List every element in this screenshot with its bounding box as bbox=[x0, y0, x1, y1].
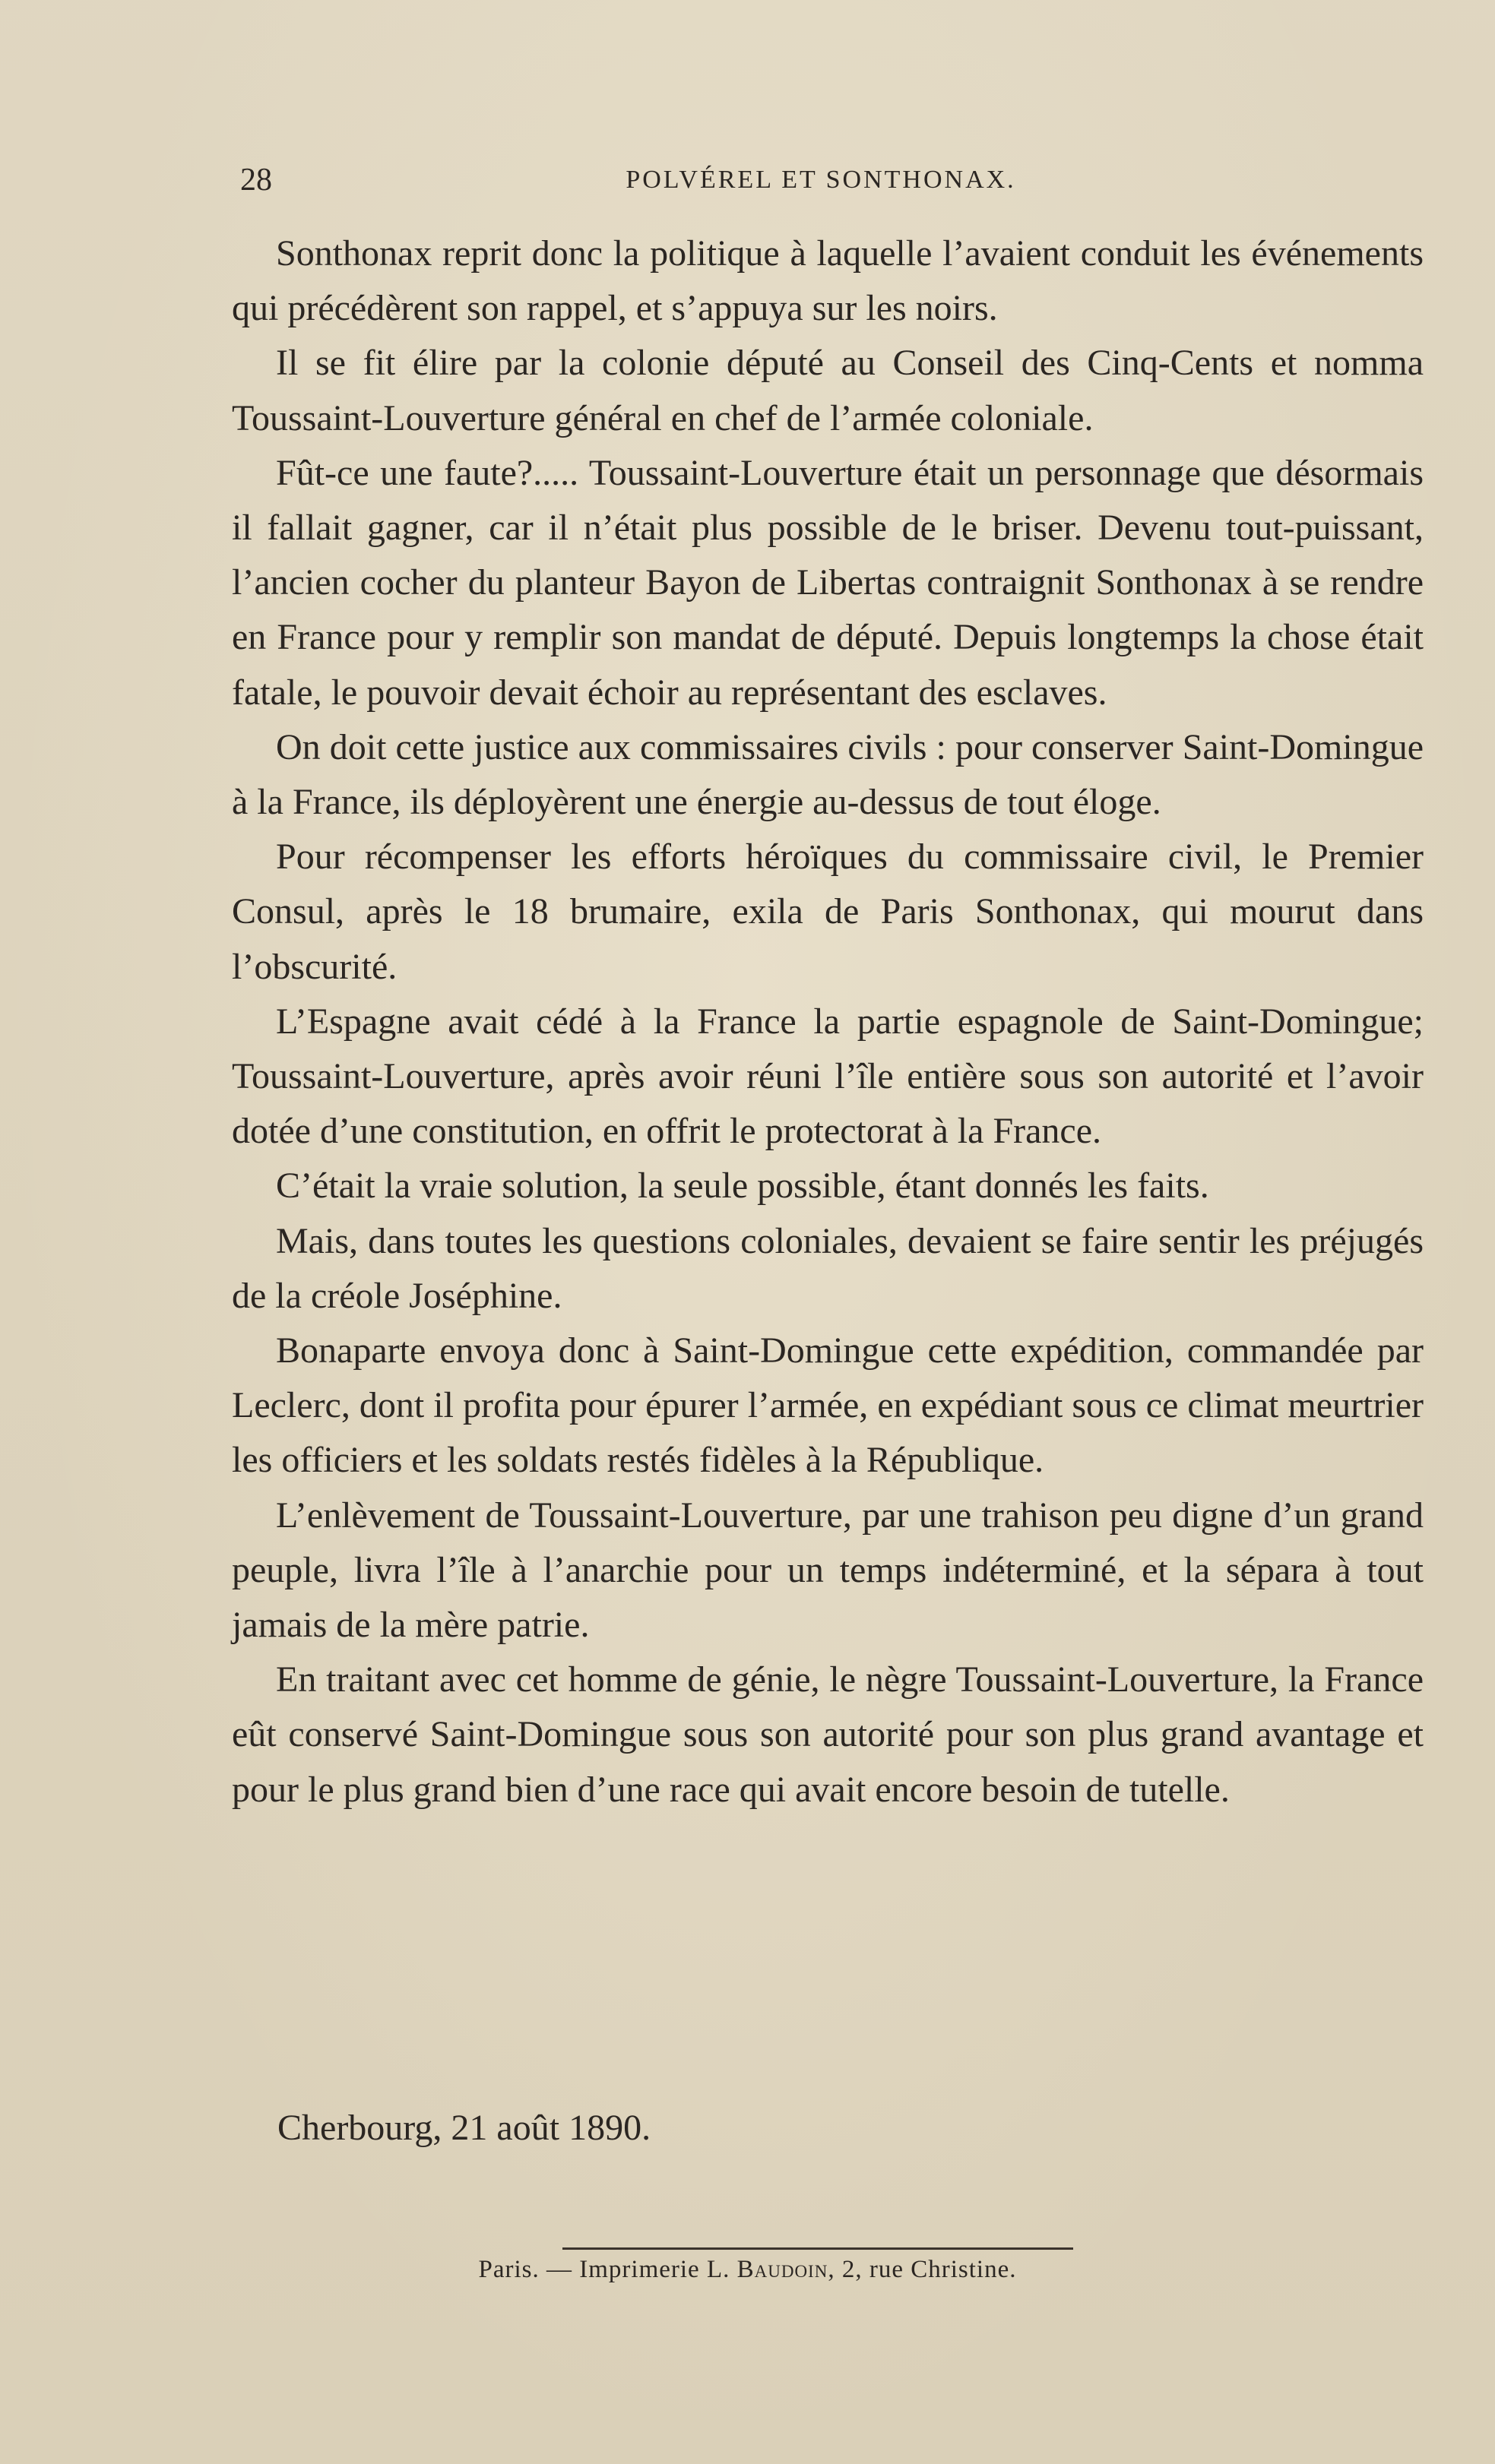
paragraph: Pour récompenser les efforts héroïques du commissaire civil, le Premier Consul, après le 18 brumaire, exila de Paris Sonthonax, qui mourut dans l’obscurité. bbox=[232, 837, 1424, 987]
paragraph: Bonaparte envoya donc à Saint-Domingue cette expédition, commandée par Leclerc, dont il profita pour épurer l’armée, en expédiant sous ce climat meurtrier les officiers et les soldats restés fidèles à la République. bbox=[232, 1330, 1424, 1481]
imprint-printer-name: Baudoin bbox=[736, 2256, 828, 2283]
paragraph: Il se fit élire par la colonie député au Conseil des Cinq-Cents et nomma Toussaint-Louverture général en chef de l’armée coloniale. bbox=[232, 343, 1424, 438]
paragraph: L’Espagne avait cédé à la France la partie espagnole de Saint-Domingue; Toussaint-Louverture, après avoir réuni l’île entière sous son autorité et l’avoir dotée d’une constitution, en offrit le protectorat à la France. bbox=[232, 1001, 1424, 1152]
paragraph: Fût-ce une faute?..... Toussaint-Louverture était un personnage que désormais il fallait gagner, car il n’était plus possible de le briser. Devenu tout-puissant, l’ancien cocher du planteur Bayon de Libertas contraignit Sonthonax à se rendre en France pour y remplir son mandat de député. Depuis longtemps la chose était fatale, le pouvoir devait échoir au représentant des esclaves. bbox=[232, 452, 1424, 713]
paragraph: Sonthonax reprit donc la politique à laquelle l’avaient conduit les événements qui précédèrent son rappel, et s’appuya sur les noirs. bbox=[232, 233, 1424, 329]
running-title: POLVÉREL ET SONTHONAX. bbox=[626, 166, 1016, 194]
paragraph: En traitant avec cet homme de génie, le nègre Toussaint-Louverture, la France eût conservé Saint-Domingue sous son autorité pour son plus grand avantage et pour le plus grand bien d’une race qui avait encore besoin de tutelle. bbox=[232, 1659, 1424, 1810]
paragraph: On doit cette justice aux commissaires civils : pour conserver Saint-Domingue à la France, ils déployèrent une énergie au-dessus de tout éloge. bbox=[232, 726, 1424, 823]
imprint-prefix: Paris. — Imprimerie L. bbox=[478, 2256, 737, 2283]
paragraph: C’était la vraie solution, la seule possible, étant donnés les faits. bbox=[276, 1166, 1209, 1207]
running-head bbox=[228, 161, 1414, 199]
paragraph: L’enlèvement de Toussaint-Louverture, par une trahison peu digne d’un grand peuple, livra l’île à l’anarchie pour un temps indéterminé, et la sépara à tout jamais de la mère patrie. bbox=[232, 1495, 1424, 1646]
page-number: 28 bbox=[240, 163, 272, 198]
imprint-suffix: , 2, rue Christine. bbox=[828, 2256, 1017, 2283]
body-text bbox=[232, 226, 1424, 1817]
printer-imprint bbox=[0, 2250, 1495, 2288]
paragraph: Mais, dans toutes les questions coloniales, devaient se faire sentir les préjugés de la créole Joséphine. bbox=[232, 1220, 1424, 1316]
imprint-rule bbox=[562, 2247, 1073, 2250]
place-date-signature: Cherbourg, 21 août 1890. bbox=[277, 2108, 651, 2148]
